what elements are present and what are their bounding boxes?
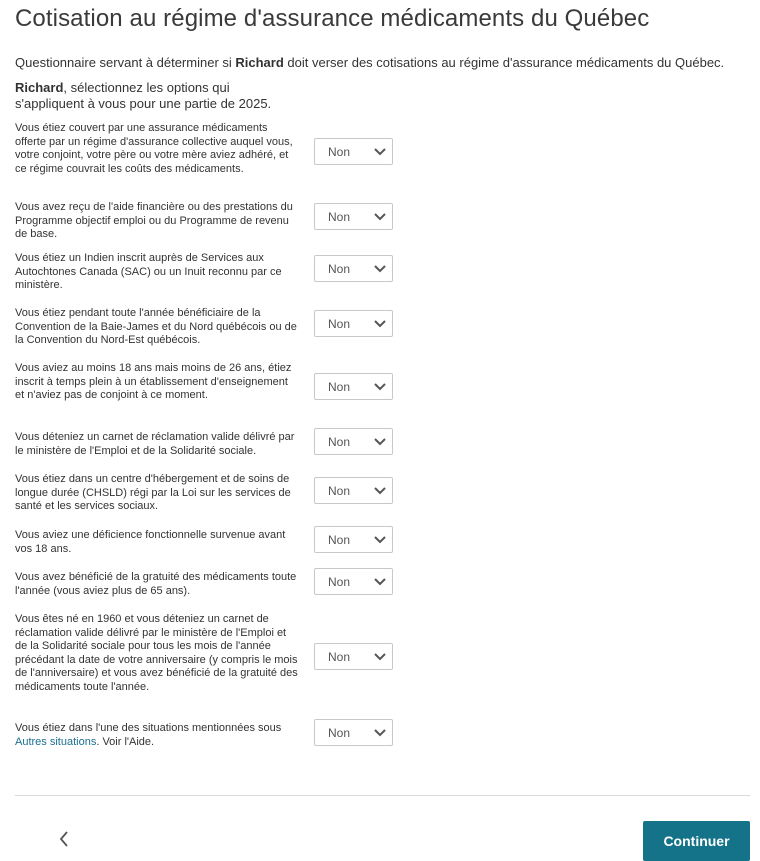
question-label-claim-booklet: Vous déteniez un carnet de réclamation valide délivré par le ministère de l'Emploi et de la Solidarité sociale.	[15, 431, 295, 457]
chevron-down-icon	[374, 652, 386, 661]
select-value: Non	[328, 533, 351, 547]
select-financial-aid[interactable]	[314, 203, 393, 230]
intro-instruction	[15, 80, 295, 112]
subtitle-text-end: doit verser des cotisations au régime d'assurance médicaments du Québec.	[283, 55, 725, 70]
question-label-financial-aid: Vous avez reçu de l'aide financière ou des prestations du Programme objectif emploi ou du Programme de revenu de base.	[15, 201, 293, 240]
back-button[interactable]	[52, 826, 76, 852]
other-situations-link[interactable]: Autres situations	[15, 735, 97, 748]
question-label-other-situations	[15, 722, 300, 749]
chevron-down-icon	[374, 577, 386, 586]
select-full-time-student[interactable]	[314, 373, 393, 400]
chevron-down-icon	[374, 212, 386, 221]
select-free-medication-65[interactable]	[314, 568, 393, 595]
chevron-down-icon	[374, 437, 386, 446]
chevron-down-icon	[374, 382, 386, 391]
question-label-indigenous-status: Vous étiez un Indien inscrit auprès de Services aux Autochtones Canada (SAC) ou un Inuit reconnu par ce ministère.	[15, 252, 282, 291]
question-label-functional-deficiency: Vous aviez une déficience fonctionnelle survenue avant vos 18 ans.	[15, 529, 286, 555]
chevron-down-icon	[374, 486, 386, 495]
subtitle-text: Questionnaire servant à déterminer si	[15, 55, 236, 70]
select-value: Non	[328, 726, 351, 740]
chevron-down-icon	[374, 728, 386, 737]
chevron-down-icon	[374, 319, 386, 328]
select-value: Non	[328, 380, 351, 394]
select-born-1960[interactable]	[314, 643, 393, 670]
continue-button[interactable]: Continuer	[643, 821, 750, 861]
select-value: Non	[328, 145, 351, 159]
intro-person-name: Richard	[15, 80, 64, 95]
label-text-end: . Voir l'Aide.	[96, 735, 155, 748]
select-james-bay-convention[interactable]	[314, 310, 393, 337]
label-text: Vous étiez dans l'une des situations mentionnées sous	[15, 722, 282, 734]
select-value: Non	[328, 210, 351, 224]
select-value: Non	[328, 650, 351, 664]
select-other-situations[interactable]	[314, 719, 393, 746]
select-group-insurance[interactable]	[314, 138, 393, 165]
select-functional-deficiency[interactable]	[314, 526, 393, 553]
question-label-full-time-student: Vous aviez au moins 18 ans mais moins de 26 ans, étiez inscrit à temps plein à un établissement d'enseignement et n'aviez pas de conjoint à ce moment.	[15, 362, 292, 401]
question-label-james-bay-convention: Vous étiez pendant toute l'année bénéficiaire de la Convention de la Baie-James et du Nord québécois ou de la Convention du Nord-Est québécois.	[15, 307, 297, 346]
chevron-left-icon	[52, 826, 76, 852]
select-value: Non	[328, 575, 351, 589]
question-label-born-1960: Vous êtes né en 1960 et vous déteniez un carnet de réclamation valide délivré par le ministère de l'Emploi et de la Solidarité sociale pour tous les mois de l'année précédant la date de votre anniversaire (y compris le mois de l'anniversaire) et vous avez bénéficié de la gratuité des médicaments toute l'année.	[15, 613, 298, 693]
select-value: Non	[328, 484, 351, 498]
chevron-down-icon	[374, 147, 386, 156]
question-label-chsld: Vous étiez dans un centre d'hébergement et de soins de longue durée (CHSLD) régi par la Loi sur les services de santé et les services sociaux.	[15, 473, 291, 512]
select-indigenous-status[interactable]	[314, 255, 393, 282]
chevron-down-icon	[374, 535, 386, 544]
question-label-free-medication-65: Vous avez bénéficié de la gratuité des médicaments toute l'année (vous aviez plus de 65 ans).	[15, 571, 297, 597]
chevron-down-icon	[374, 264, 386, 273]
footer-divider	[15, 795, 750, 796]
subtitle-person-name: Richard	[235, 55, 284, 70]
select-value: Non	[328, 262, 351, 276]
intro-text: , sélectionnez les options qui s'appliquent à vous pour une partie de 2025.	[15, 80, 272, 111]
page-title: Cotisation au régime d'assurance médicaments du Québec	[15, 5, 650, 32]
page-subtitle	[15, 55, 724, 70]
question-label-group-insurance: Vous étiez couvert par une assurance médicaments offerte par un régime d'assurance collective auquel vous, votre conjoint, votre père ou votre mère aviez adhéré, et ce régime couvrait les coûts des médicaments.	[15, 122, 293, 175]
select-value: Non	[328, 317, 351, 331]
select-value: Non	[328, 435, 351, 449]
select-chsld[interactable]	[314, 477, 393, 504]
select-claim-booklet[interactable]	[314, 428, 393, 455]
